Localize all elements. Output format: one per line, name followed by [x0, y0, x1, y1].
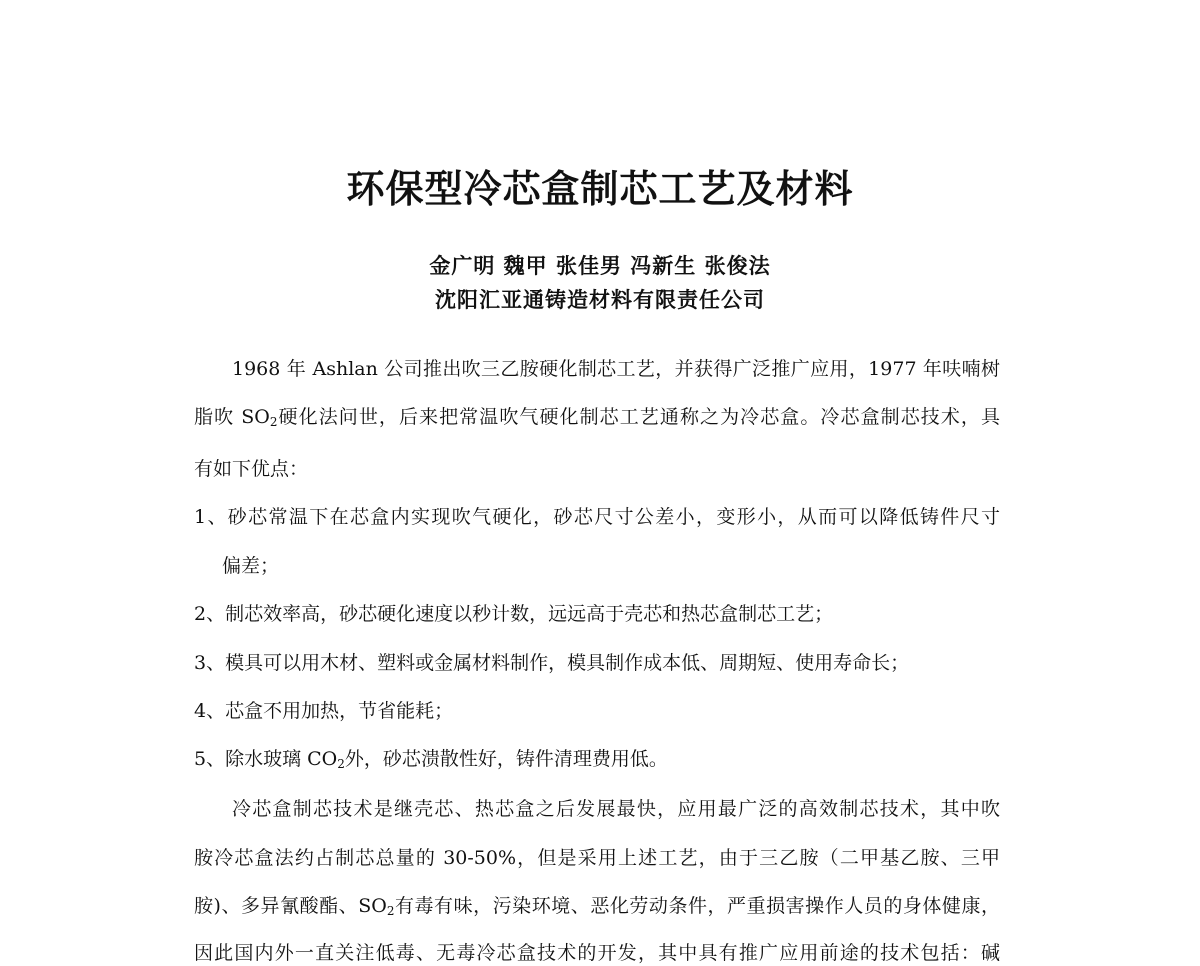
so2-subscript: 2	[269, 415, 278, 429]
para2-line-1: 冷芯盒制芯技术是继壳芯、热芯盒之后发展最快，应用最广泛的高效制芯技术，其中吹	[232, 798, 1000, 820]
para2-line-3-text-a: 胺)、多异氰酸酯、SO	[194, 895, 387, 917]
advantage-item-5-text-b: 外，砂芯溃散性好，铸件清理费用低。	[344, 748, 668, 770]
so2-subscript-2: 2	[386, 904, 395, 918]
advantage-item-3: 3、模具可以用木材、塑料或金属材料制作，模具制作成本低、周期短、使用寿命长；	[194, 652, 910, 674]
author-list: 金广明 魏甲 张佳男 冯新生 张俊法	[429, 253, 771, 278]
advantage-item-1-continued: 偏差；	[222, 555, 280, 577]
intro-line-2-text-b: 硬化法问世，后来把常温吹气硬化制芯工艺通称之为冷芯盒。冷芯盒制芯技术，具	[277, 406, 1000, 428]
para2-line-2: 胺冷芯盒法约占制芯总量的 30-50%，但是采用上述工艺，由于三乙胺（二甲基乙胺、三甲	[194, 847, 1000, 869]
para2-line-4-partial: 因此国内外一直关注低毒、无毒冷芯盒技术的开发，其中具有推广应用前途的技术包括：碱	[194, 942, 1000, 964]
intro-line-2-text-a: 脂吹 SO	[194, 406, 270, 428]
para2-line-3-text-b: 有毒有味，污染环境、恶化劳动条件，严重损害操作人员的身体健康，	[394, 895, 1000, 917]
para2-line-3	[194, 893, 1000, 924]
advantage-item-5-text-a: 5、除水玻璃 CO	[194, 748, 338, 770]
intro-line-3: 有如下优点：	[194, 458, 309, 480]
affiliation: 沈阳汇亚通铸造材料有限责任公司	[435, 287, 765, 312]
advantage-item-1: 1、砂芯常温下在芯盒内实现吹气硬化，砂芯尺寸公差小，变形小，从而可以降低铸件尺寸	[194, 506, 1000, 528]
advantage-item-2: 2、制芯效率高，砂芯硬化速度以秒计数，远远高于壳芯和热芯盒制芯工艺；	[194, 603, 834, 625]
co2-subscript: 2	[337, 757, 345, 771]
intro-line-2	[194, 404, 1000, 435]
advantage-item-4: 4、芯盒不用加热，节省能耗；	[194, 700, 454, 722]
advantage-item-5	[194, 746, 668, 777]
document-title: 环保型冷芯盒制芯工艺及材料	[346, 167, 854, 211]
intro-line-1: 1968 年 Ashlan 公司推出吹三乙胺硬化制芯工艺，并获得广泛推广应用，1977 年呋喃树	[232, 358, 1000, 380]
